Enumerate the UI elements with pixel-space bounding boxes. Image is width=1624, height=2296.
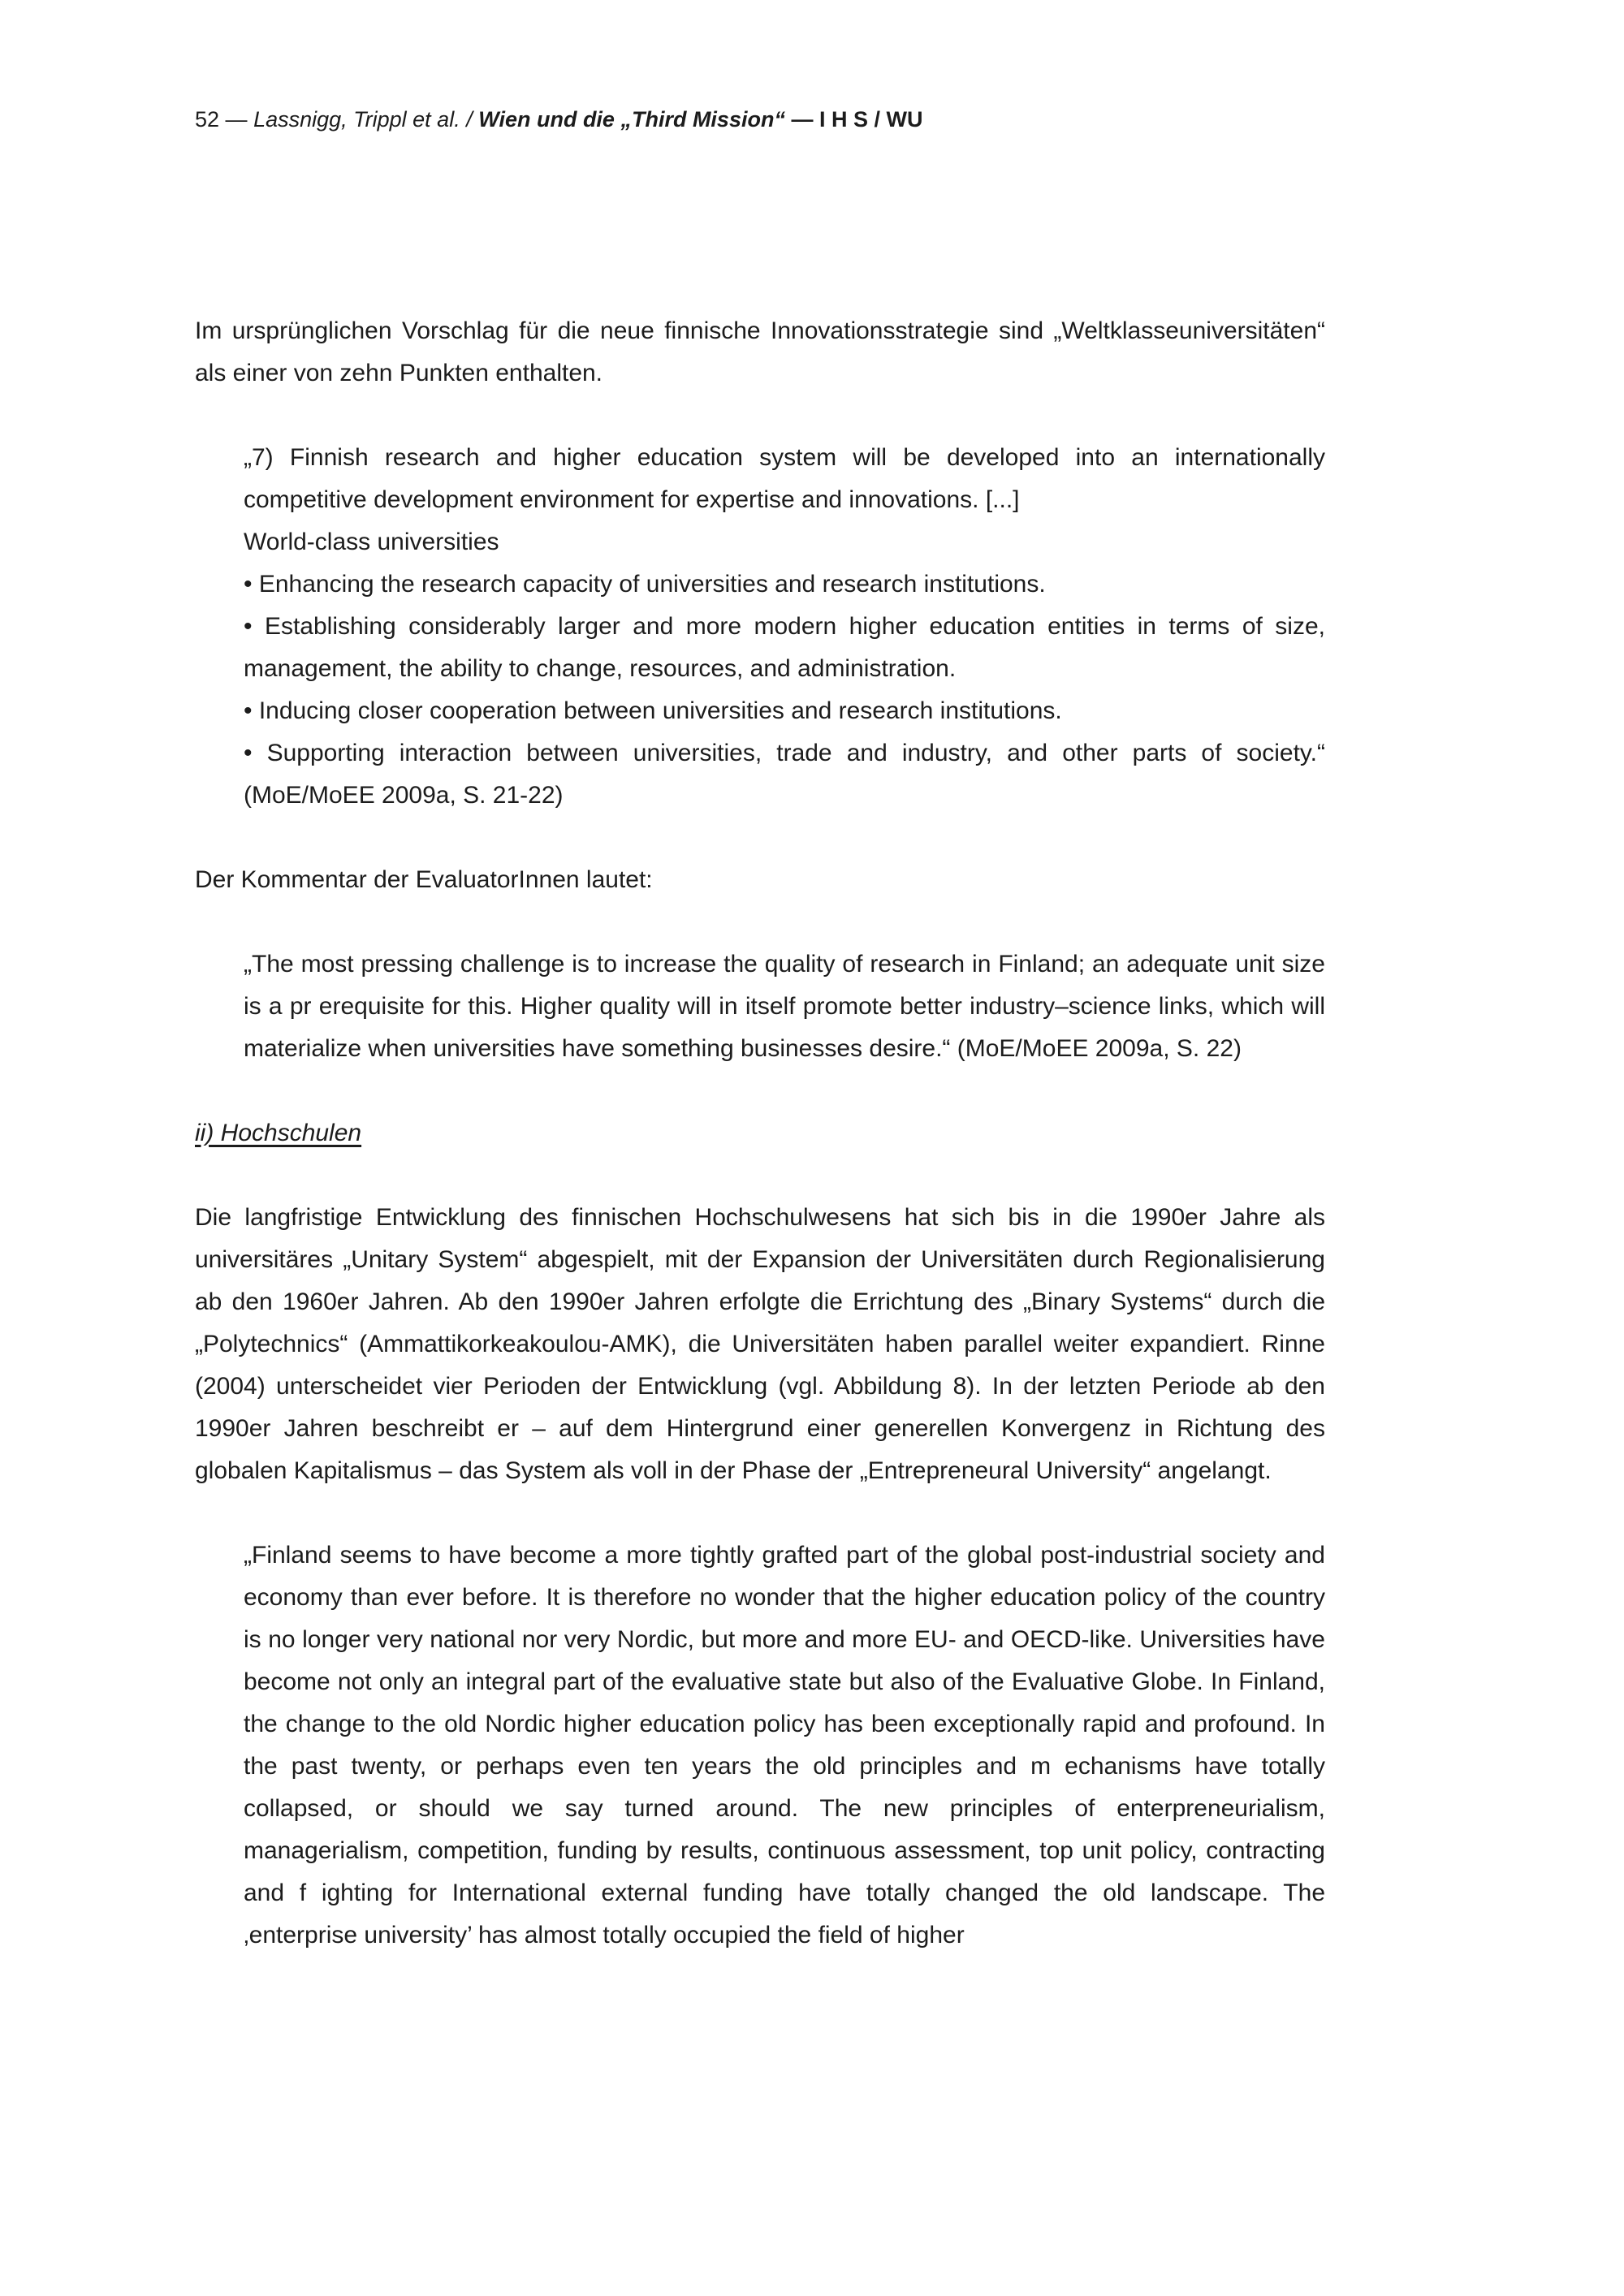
section-heading-hochschulen: ii) Hochschulen (195, 1120, 362, 1146)
bullet-item: • Inducing closer cooperation between universities and research institutions. (244, 697, 1062, 724)
header-doc-title: Wien und die „Third Mission“ (478, 107, 785, 132)
bullet-item: • Establishing considerably larger and more modern higher education entities in terms of size, management, the ability to change, resources, and administration. (244, 613, 1325, 682)
block-quote-finland-rinne (244, 1534, 1325, 1957)
page-header (195, 106, 1325, 133)
paragraph-intro: Im ursprünglichen Vorschlag für die neue finnische Innovationsstrategie sind „Weltklasseuniversitäten“ als einer von zehn Punkten enthalten. (195, 317, 1325, 386)
block-quote-finnish-system (244, 437, 1325, 817)
block-quote-evaluators (244, 943, 1325, 1070)
paragraph-comment-lead: Der Kommentar der EvaluatorInnen lautet: (195, 866, 653, 893)
document-body (195, 310, 1325, 1957)
header-institution: I H S / WU (818, 107, 923, 132)
paragraph-hochschulen: Die langfristige Entwicklung des finnischen Hochschulwesens hat sich bis in die 1990er Jahre als universitäres „Unitary System“ abgespielt, mit der Expansion der Universitäten durch Regionalisierung ab den 1960er Jahren. Ab den 1990er Jahren erfolgte die Errichtung des „Binary Systems“ durch die „Polytechnics“ (Ammattikorkeakoulou-AMK), die Universitäten haben parallel weiter expandiert. Rinne (2004) unterscheidet vier Perioden der Entwicklung (vgl. Abbildung 8). In der letzten Periode ab den 1990er Jahren beschreibt er – auf dem Hintergrund einer generellen Konvergenz in Richtung des globalen Kapitalismus – das System als voll in der Phase der „Entrepreneural University“ angelangt. (195, 1204, 1325, 1484)
header-authors: Lassnigg, Trippl et al. / (253, 107, 479, 132)
quote-paragraph: „The most pressing challenge is to increase the quality of research in Finland; an adequate unit size is a pr erequisite for this. Higher quality will in itself promote better industry–science links, which will materialize when universities have something businesses desire.“ (MoE/MoEE 2009a, S. 22) (244, 951, 1325, 1062)
bullet-item: • Supporting interaction between universities, trade and industry, and other parts of society.“ (MoE/MoEE 2009a, S. 21-22) (244, 740, 1325, 809)
page-number: 52 (195, 107, 220, 132)
quote-paragraph: „7) Finnish research and higher education system will be developed into an internationally competitive development environment for expertise and innovations. [...] (244, 444, 1325, 513)
header-separator-2: — (784, 107, 819, 132)
bullet-item: • Enhancing the research capacity of universities and research institutions. (244, 571, 1046, 598)
quote-paragraph: „Finland seems to have become a more tightly grafted part of the global post-industrial society and economy than ever before. It is therefore no wonder that the higher education policy of the country is no longer very national nor very Nordic, but more and more EU- and OECD-like. Universities have become not only an integral part of the evaluative state but also of the Evaluative Globe. In Finland, the change to the old Nordic higher education policy has been exceptionally rapid and profound. In the past twenty, or perhaps even ten years the old principles and m echanisms have totally collapsed, or should we say turned around. The new principles of enterpreneurialism, managerialism, competition, funding by results, continuous assessment, top unit policy, contracting and f ighting for International external funding have totally changed the old landscape. The ‚enterprise university’ has almost totally occupied the field of higher (244, 1542, 1325, 1949)
quote-subheading: World-class universities (244, 529, 499, 555)
header-separator-1: — (219, 107, 254, 132)
